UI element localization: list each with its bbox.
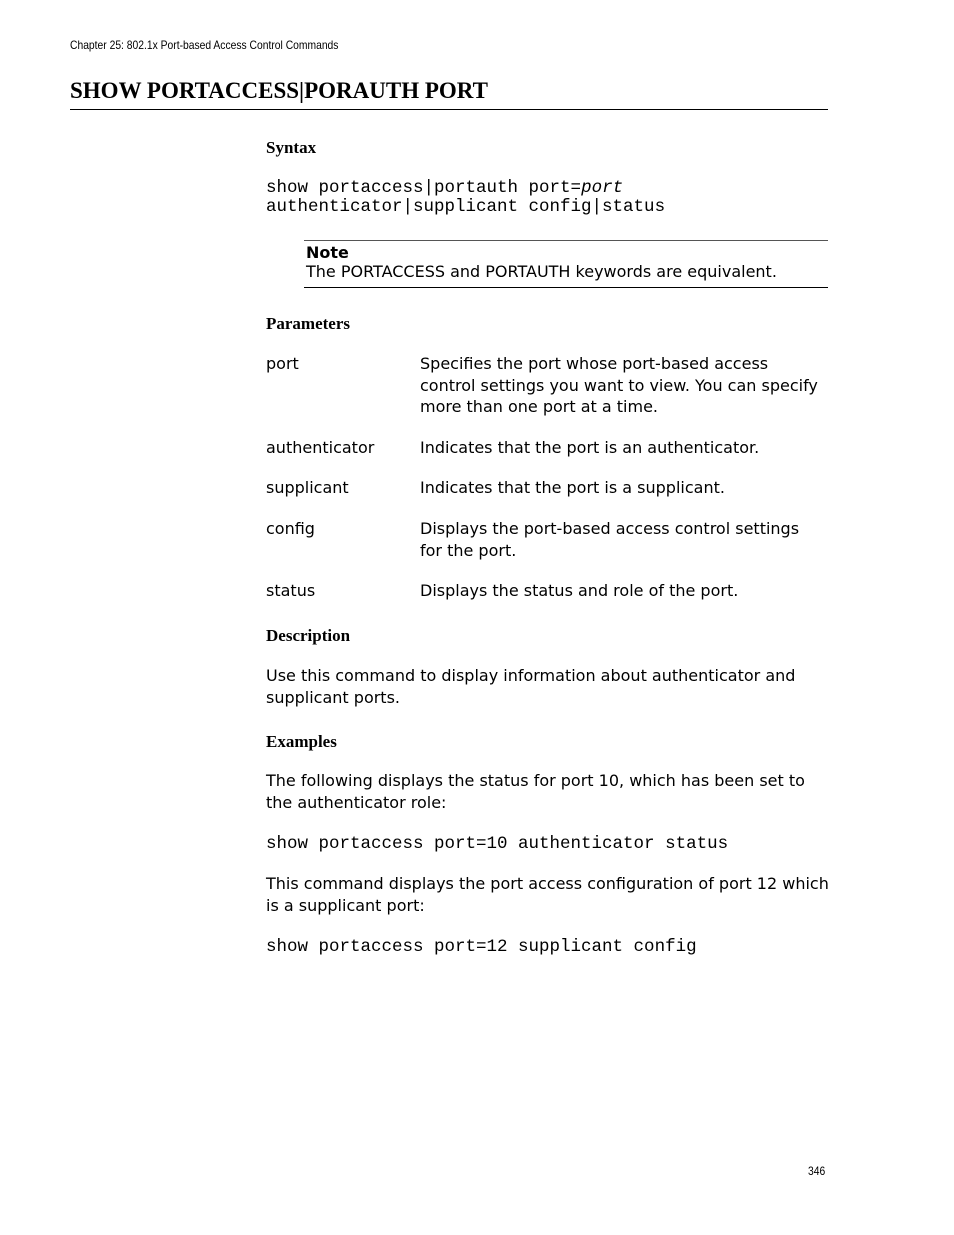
example2-command: show portaccess port=12 supplicant config bbox=[266, 937, 697, 957]
param-desc-status: Displays the status and role of the port. bbox=[420, 581, 739, 600]
note-label: Note bbox=[306, 243, 349, 262]
example1-intro: The following displays the status for port 10, which has been set to the authenticator role: bbox=[266, 771, 805, 812]
param-name-port: port bbox=[266, 354, 299, 373]
param-name-status: status bbox=[266, 581, 316, 600]
parameters-heading: Parameters bbox=[266, 314, 351, 333]
syntax-line1-prefix: show portaccess|portauth port= bbox=[266, 178, 582, 198]
syntax-line1-param: port bbox=[581, 178, 624, 198]
example2-intro: This command displays the port access configuration of port 12 which is a supplicant port: bbox=[266, 874, 829, 915]
param-desc-authenticator: Indicates that the port is an authenticator. bbox=[420, 438, 760, 457]
chapter-header: Chapter 25: 802.1x Port-based Access Control Commands bbox=[70, 38, 339, 52]
description-text: Use this command to display information about authenticator and supplicant ports. bbox=[266, 666, 796, 707]
note-text: The PORTACCESS and PORTAUTH keywords are equivalent. bbox=[306, 262, 777, 281]
param-name-supplicant: supplicant bbox=[266, 478, 349, 497]
param-desc-supplicant: Indicates that the port is a supplicant. bbox=[420, 478, 725, 497]
page-title: SHOW PORTACCESS|PORAUTH PORT bbox=[70, 76, 828, 110]
example1-command: show portaccess port=10 authenticator status bbox=[266, 834, 729, 854]
examples-heading: Examples bbox=[266, 732, 337, 751]
syntax-heading: Syntax bbox=[266, 138, 317, 157]
note-box bbox=[304, 240, 828, 288]
syntax-line2: authenticator|supplicant config|status bbox=[266, 197, 666, 217]
param-desc-port: Specifies the port whose port-based access control settings you want to view. You can specify more than one port at a time. bbox=[420, 354, 818, 416]
param-desc-config: Displays the port-based access control settings for the port. bbox=[420, 519, 800, 560]
param-name-config: config bbox=[266, 519, 315, 538]
description-heading: Description bbox=[266, 626, 351, 645]
param-name-authenticator: authenticator bbox=[266, 438, 375, 457]
syntax-code bbox=[266, 179, 665, 217]
page-number: 346 bbox=[808, 1164, 826, 1178]
